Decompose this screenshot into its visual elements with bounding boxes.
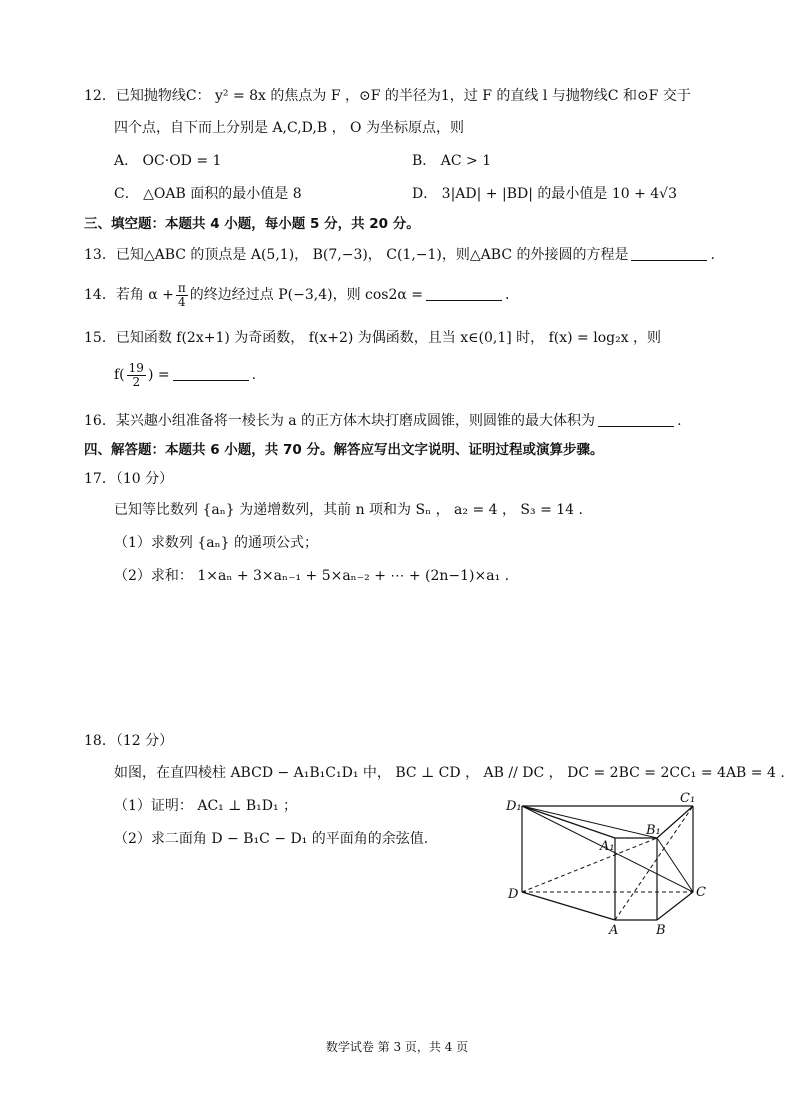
q13-text: 13．已知△ABC 的顶点是 A(5,1)， B(7,−3)， C(1,−1)，则△ABC 的外接圆的方程是 xyxy=(84,247,629,263)
q14-text-pre: 14．若角 α + xyxy=(84,287,174,303)
q12-option-b: B． AC > 1 xyxy=(412,153,492,169)
fraction-denominator: 4 xyxy=(178,294,186,309)
q18-part-2: （2）求二面角 D − B₁C − D₁ 的平面角的余弦值. xyxy=(114,831,429,847)
q18-part-1: （1）证明： AC₁ ⊥ B₁D₁ ； xyxy=(114,798,298,814)
q17-part-1: （1）求数列 {aₙ} 的通项公式； xyxy=(114,535,319,551)
answer-blank xyxy=(598,412,674,427)
segment-d-b1 xyxy=(522,838,657,892)
edge-d-a xyxy=(522,892,615,920)
fraction-numerator: 19 xyxy=(128,360,144,375)
q16-text: 16．某兴趣小组准备将一棱长为 a 的正方体木块打磨成圆锥，则圆锥的最大体积为 xyxy=(84,413,596,429)
prism-figure xyxy=(500,790,710,940)
edge-c1-b1 xyxy=(657,806,693,838)
fraction-denominator: 2 xyxy=(132,374,141,389)
q17-part-2: （2）求和： 1×aₙ + 3×aₙ₋₁ + 5×aₙ₋₂ + ⋯ + (2n−1)×a₁ . xyxy=(114,568,510,584)
edge-a1-d1 xyxy=(522,806,615,838)
label-a1: A₁ xyxy=(600,839,615,854)
label-d: D xyxy=(508,887,519,902)
segment-b1-c xyxy=(657,838,693,892)
q17-stem: 已知等比数列 {aₙ} 为递增数列，其前 n 项和为 Sₙ ， a₂ = 4 ， S₃ = 14 . xyxy=(114,502,583,518)
q18-head: 18．（12 分） xyxy=(84,733,174,749)
q15-f: f( xyxy=(114,367,125,383)
section-heading-solutions: 四、解答题：本题共 6 小题，共 70 分。解答应写出文字说明、证明过程或演算步骤。 xyxy=(84,442,604,458)
page-footer: 数学试卷 第 3 页，共 4 页 xyxy=(325,1040,469,1054)
q12-stem-2: 四个点，自下而上分别是 A,C,D,B ， O 为坐标原点，则 xyxy=(114,120,464,136)
q12-option-a: A． OC·OD = 1 xyxy=(114,153,222,169)
answer-blank xyxy=(631,246,707,261)
q14-text-post: 的终边经过点 P(−3,4)，则 cos2α = xyxy=(189,287,424,303)
q15-answer-line: f( $\frac{19}{2}$ ) = . xyxy=(114,360,257,389)
label-c1: C₁ xyxy=(680,791,696,806)
label-c: C xyxy=(696,885,706,900)
fraction-numerator: π xyxy=(177,280,186,295)
label-d1: D₁ xyxy=(506,799,522,814)
answer-blank xyxy=(426,286,502,301)
label-a: A xyxy=(609,923,619,938)
q16: 16．某兴趣小组准备将一棱长为 a 的正方体木块打磨成圆锥，则圆锥的最大体积为 . xyxy=(84,413,682,429)
q14: 14．若角 α + $\frac{\pi}{4}$ 的终边经过点 P(−3,4)，则 cos2α = . xyxy=(84,280,510,309)
fraction-19-over-2 xyxy=(127,362,146,389)
label-b1: B₁ xyxy=(646,823,661,838)
fraction-pi-over-4 xyxy=(176,282,188,309)
section-heading-fill-in: 三、填空题：本题共 4 小题，每小题 5 分，共 20 分。 xyxy=(84,216,420,232)
q15-text: 15．已知函数 f(2x+1) 为奇函数， f(x+2) 为偶函数，且当 x∈(0,1] 时， f(x) = log₂x ，则 xyxy=(84,330,662,346)
answer-blank xyxy=(173,366,249,381)
q13: 13．已知△ABC 的顶点是 A(5,1)， B(7,−3)， C(1,−1)，则△ABC 的外接圆的方程是 . xyxy=(84,247,715,263)
q12-option-c: C． △OAB 面积的最小值是 8 xyxy=(114,186,302,202)
q15-equals: ) = xyxy=(147,367,170,383)
label-b: B xyxy=(656,923,666,938)
segment-d1-b1 xyxy=(522,806,657,838)
q12-option-d: D． 3|AD| + |BD| 的最小值是 10 + 4√3 xyxy=(412,186,678,202)
q18-stem: 如图，在直四棱柱 ABCD − A₁B₁C₁D₁ 中， BC ⊥ CD ， AB // DC ， DC = 2BC = 2CC₁ = 4AB = 4 . xyxy=(114,765,785,781)
q17-head: 17．（10 分） xyxy=(84,471,174,487)
edge-b-c xyxy=(657,892,693,920)
q12-stem: 12．已知抛物线C： y² = 8x 的焦点为 F ，⊙F 的半径为1，过 F 的直线 l 与抛物线C 和⊙F 交于 xyxy=(84,88,691,104)
